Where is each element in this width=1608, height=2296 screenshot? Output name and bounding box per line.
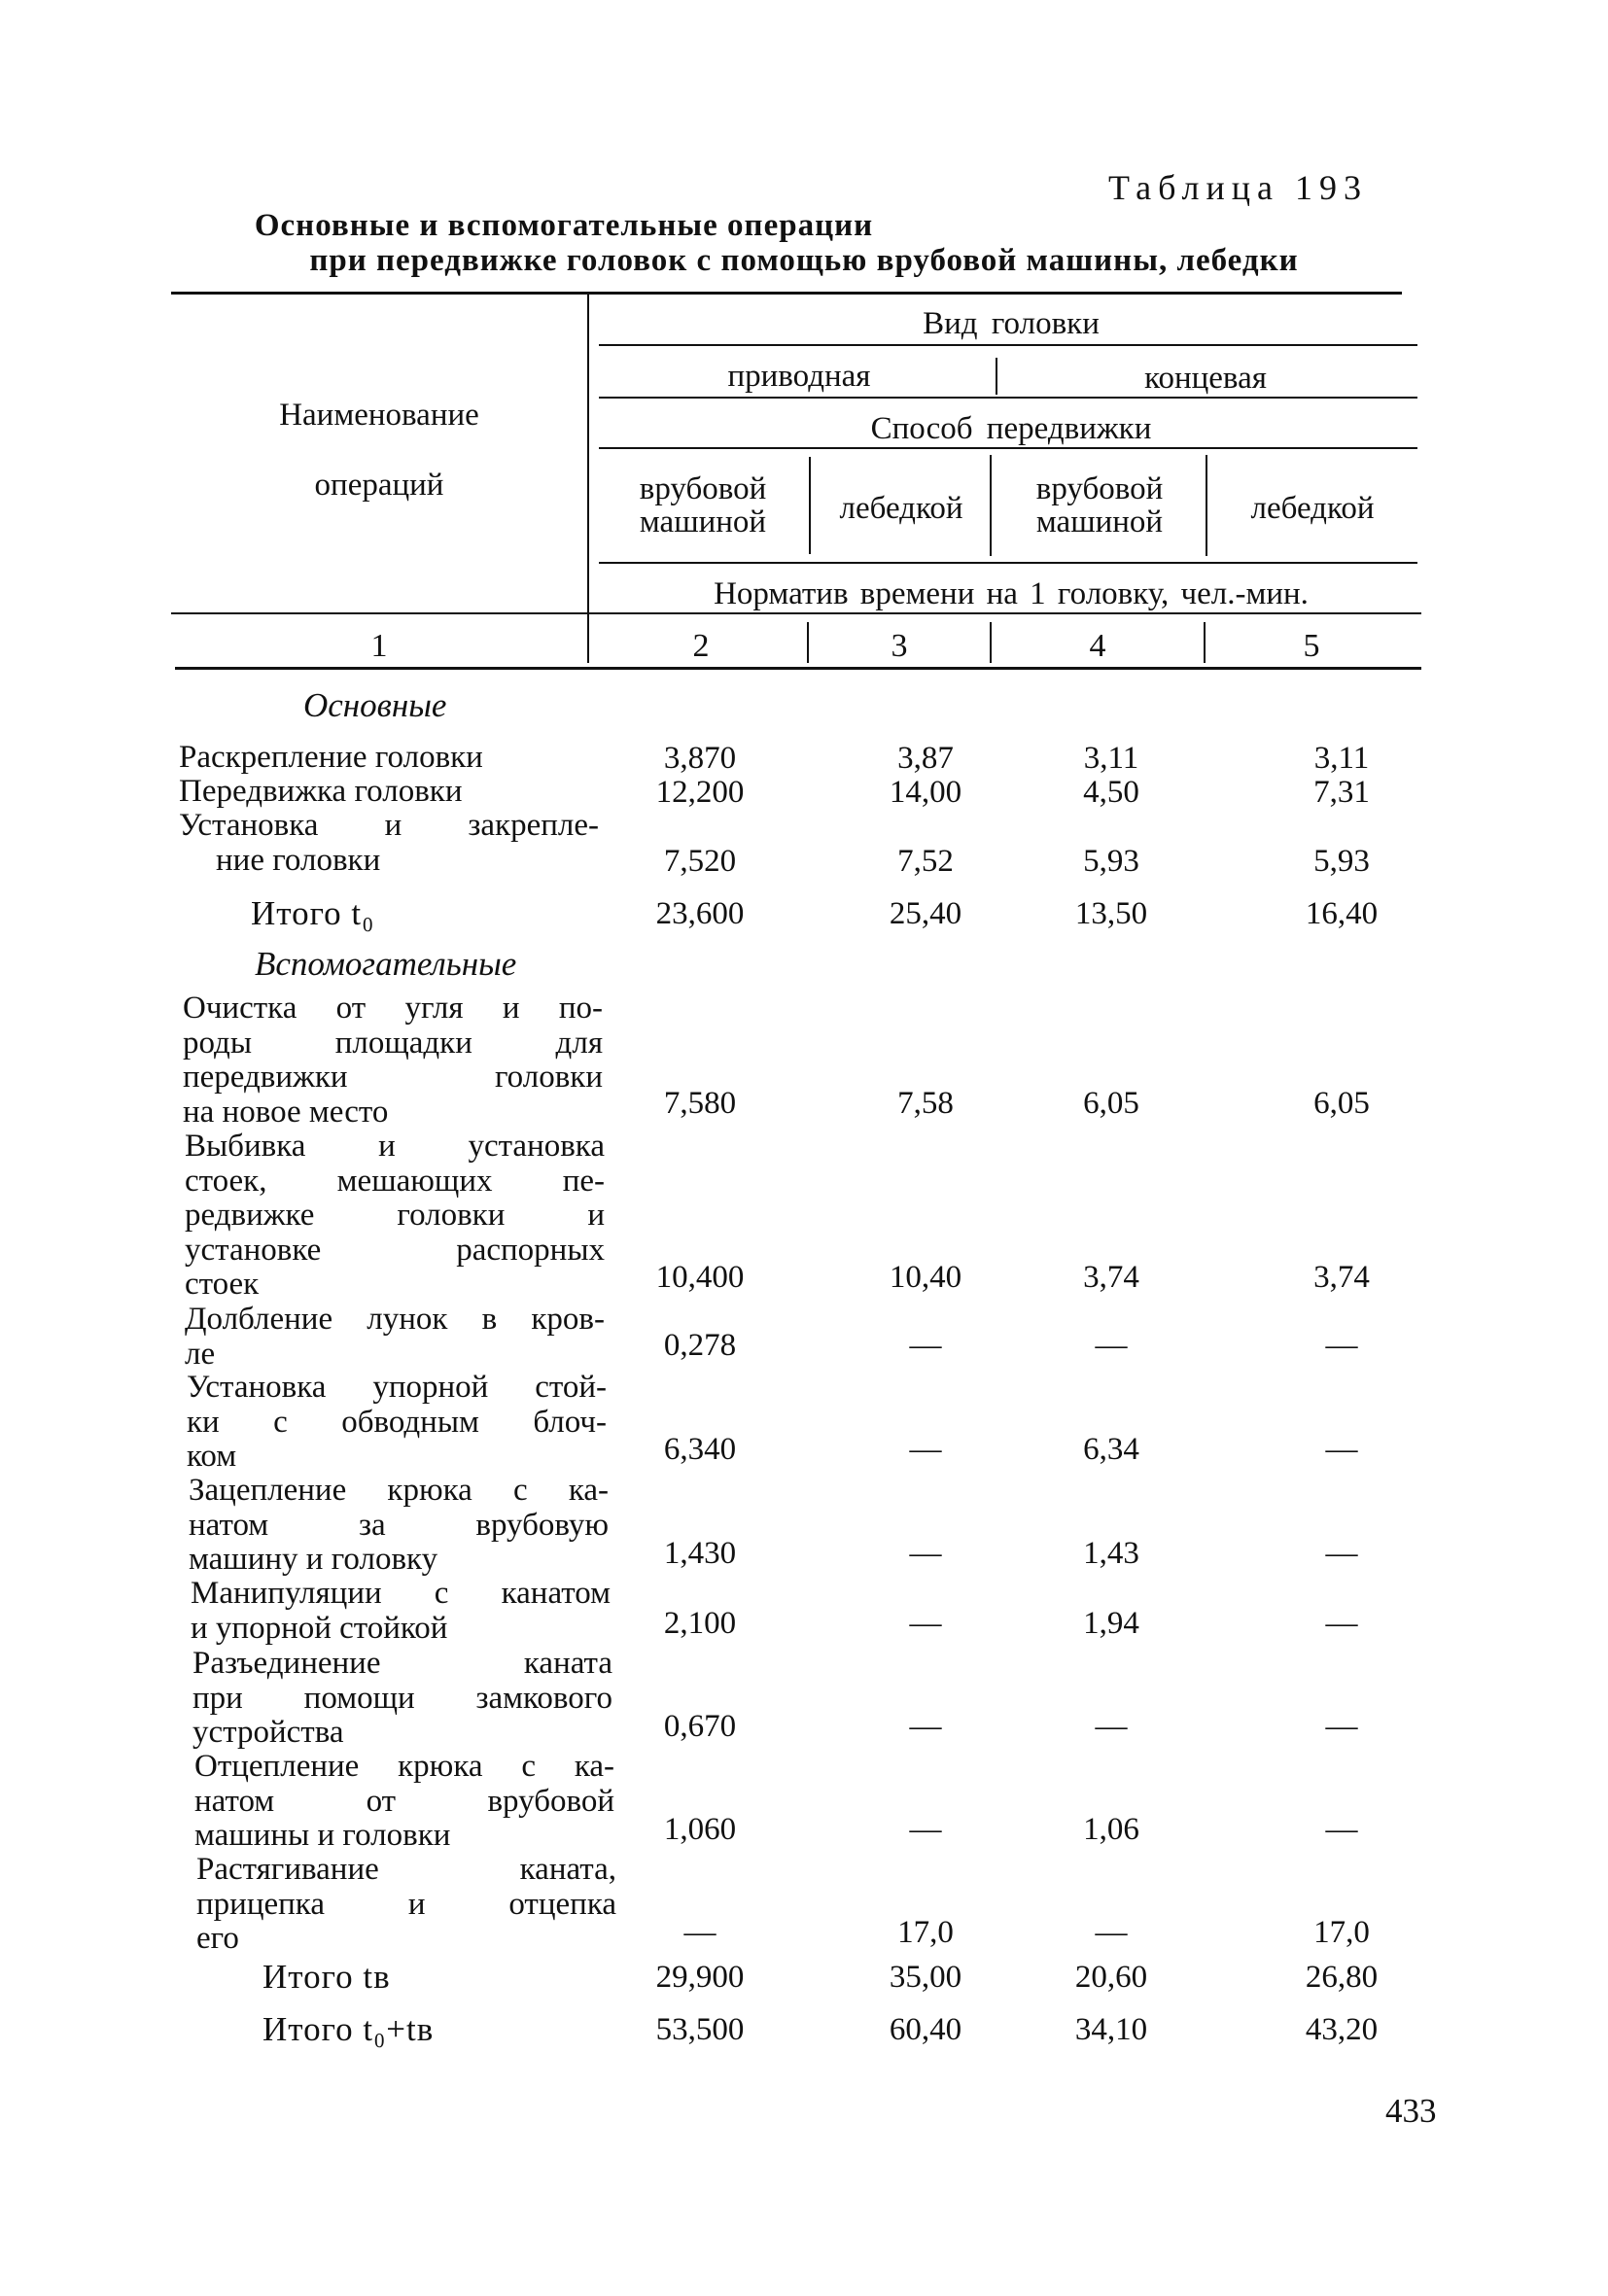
cell: 6,05 [1313, 1086, 1370, 1121]
total-t0-cell: 16,40 [1305, 896, 1379, 931]
cell: 7,580 [663, 1086, 737, 1121]
header-drive: приводная [727, 359, 871, 394]
cell: — [1095, 1328, 1128, 1363]
cell: 4,50 [1083, 775, 1139, 810]
row-label: Передвижка головки [179, 774, 463, 809]
column-number-3: 3 [891, 628, 908, 664]
cell: 17,0 [1313, 1915, 1370, 1950]
cell: — [909, 1709, 942, 1744]
row-label: Разъединение каната при помощи замкового устройства [192, 1646, 612, 1750]
rule-under-kind [599, 344, 1417, 346]
row-label: Раскрепление головки [179, 740, 483, 775]
cell: 7,520 [663, 844, 737, 879]
cell: — [909, 1812, 942, 1847]
column-number-4: 4 [1089, 628, 1106, 664]
table-number: Таблица 193 [1108, 168, 1368, 207]
cell: 14,00 [889, 775, 962, 810]
row-label: Манипуляции с канатом и упорной стойкой [191, 1576, 611, 1646]
header-col2-line2: машиной [639, 504, 767, 539]
header-norm: Норматив времени на 1 головку, чел.-мин. [714, 576, 1309, 611]
cell: 3,11 [1083, 741, 1139, 776]
header-end: концевая [1144, 361, 1267, 396]
header-col2-line1: врубовой [639, 471, 767, 506]
row-label: Отцепление крюка с ка- натом от врубовой машины и головки [194, 1749, 614, 1853]
total-tv-cell: 20,60 [1074, 1960, 1148, 1995]
total-sum-label: Итого t₀+tв [262, 2010, 435, 2048]
total-t0-cell: 23,600 [655, 896, 745, 931]
rule-under-numbers [175, 667, 1421, 670]
cell: — [1325, 1432, 1358, 1467]
cell: 6,340 [663, 1432, 737, 1467]
section-aux: Вспомогательные [255, 945, 517, 983]
rule-under-method [599, 447, 1417, 449]
total-tv-cell: 29,900 [655, 1960, 745, 1995]
cell: — [909, 1432, 942, 1467]
cell: 0,278 [663, 1328, 737, 1363]
table-title-line-1: Основные и вспомогательные операции [254, 208, 874, 243]
cell: 3,870 [663, 741, 737, 776]
cell: 3,74 [1313, 1260, 1370, 1295]
cell: 0,670 [663, 1709, 737, 1744]
total-t0-cell: 13,50 [1074, 896, 1148, 931]
column-number-5: 5 [1303, 628, 1320, 664]
cell: 7,52 [897, 844, 954, 879]
header-col1-line2: операций [314, 468, 444, 503]
row-label: Долбление лунок в кров- ле [185, 1302, 605, 1372]
cell: — [1325, 1812, 1358, 1847]
cell: 6,34 [1083, 1432, 1139, 1467]
cell: — [683, 1915, 717, 1950]
cell: 1,43 [1083, 1536, 1139, 1571]
cell: 3,11 [1313, 741, 1370, 776]
cell: — [909, 1606, 942, 1641]
cell: 3,87 [897, 741, 954, 776]
section-main: Основные [303, 686, 447, 724]
rule-n1n2 [587, 622, 589, 663]
rule-under-norm [171, 612, 1421, 614]
rule-under-drive [599, 397, 1417, 399]
column-number-2: 2 [692, 628, 710, 664]
column-number-1: 1 [370, 628, 388, 664]
cell: 1,060 [663, 1812, 737, 1847]
cell: 3,74 [1083, 1260, 1139, 1295]
total-sum-cell: 60,40 [889, 2012, 962, 2047]
cell: — [1325, 1328, 1358, 1363]
cell: 7,58 [897, 1086, 954, 1121]
header-col2 [595, 472, 811, 539]
cell: 12,200 [655, 775, 745, 810]
cell: 17,0 [897, 1915, 954, 1950]
row-label: Зацепление крюка с ка- натом за врубовую машину и головку [189, 1473, 609, 1577]
rule-under-subheads [599, 562, 1417, 564]
cell: — [909, 1536, 942, 1571]
row-label: Установка упорной стой- ки с обводным блоч- ком [187, 1370, 607, 1474]
total-tv-label: Итого tв [262, 1958, 391, 1996]
cell: — [1095, 1915, 1128, 1950]
cell: — [909, 1328, 942, 1363]
cell: 2,100 [663, 1606, 737, 1641]
cell: 6,05 [1083, 1086, 1139, 1121]
rule-drive-end [996, 358, 997, 395]
cell: 10,40 [889, 1260, 962, 1295]
cell: 1,06 [1083, 1812, 1139, 1847]
table-title-line-2: при передвижке головок с помощью врубовой машины, лебедки [309, 243, 1299, 278]
total-t0-label: Итого t₀ [251, 894, 375, 932]
header-kind: Вид головки [923, 306, 1100, 341]
page-number: 433 [1385, 2092, 1437, 2130]
total-tv-cell: 35,00 [889, 1960, 962, 1995]
total-sum-cell: 53,500 [655, 2012, 745, 2047]
header-col5: лебедкой [1250, 491, 1375, 526]
row-label: Выбивка и установка стоек, мешающих пе- редвижке головки и установке распорных стоек [185, 1129, 605, 1302]
row-label: Растягивание каната, прицепка и отцепка его [196, 1852, 616, 1956]
header-col4-line2: машиной [1035, 504, 1164, 539]
cell: 7,31 [1313, 775, 1370, 810]
header-col4 [992, 472, 1207, 539]
cell: — [1325, 1709, 1358, 1744]
total-t0-cell: 25,40 [889, 896, 962, 931]
header-col3: лебедкой [839, 491, 963, 526]
cell: — [1325, 1606, 1358, 1641]
cell: — [1325, 1536, 1358, 1571]
total-tv-cell: 26,80 [1305, 1960, 1379, 1995]
cell: 5,93 [1083, 844, 1139, 879]
cell: 10,400 [655, 1260, 745, 1295]
header-col1-line1: Наименование [279, 398, 479, 433]
total-sum-cell: 34,10 [1074, 2012, 1148, 2047]
cell: 1,94 [1083, 1606, 1139, 1641]
cell: 5,93 [1313, 844, 1370, 879]
header-method: Способ передвижки [870, 411, 1152, 446]
row-label: Установка и закрепле- ние головки [179, 808, 599, 878]
rule-top [171, 292, 1402, 295]
rule-col1-right [587, 294, 589, 663]
cell: — [1095, 1709, 1128, 1744]
row-label: Очистка от угля и по- роды площадки для передвижки головки на новое место [183, 991, 603, 1130]
cell: 1,430 [663, 1536, 737, 1571]
total-sum-cell: 43,20 [1305, 2012, 1379, 2047]
header-col4-line1: врубовой [1035, 471, 1164, 506]
